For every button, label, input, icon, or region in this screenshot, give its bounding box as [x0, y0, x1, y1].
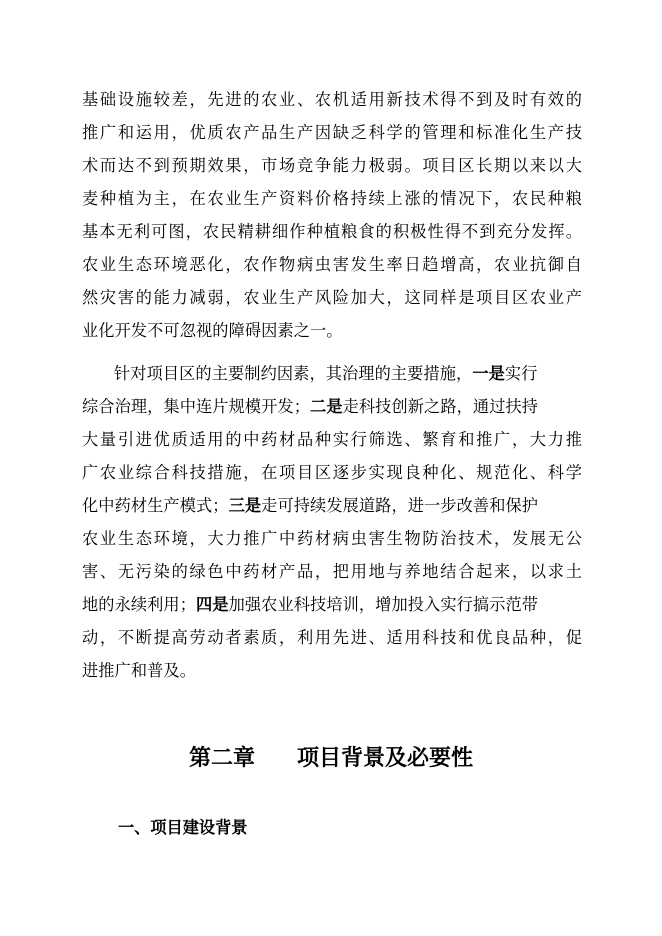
text-run: 实行	[504, 364, 538, 383]
paragraph-line	[114, 359, 582, 389]
chapter-heading	[0, 738, 662, 778]
emphasis-text: 一是	[472, 364, 505, 383]
paragraph-line	[82, 491, 582, 521]
text-run: 加强农业科技培训，增加投入实行搞示范带	[228, 595, 539, 614]
text-run: 针对项目区的主要制约因素，其治理的主要措施，	[114, 364, 473, 383]
paragraph-line: 农业生态环境恶化，农作物病虫害发生率日趋增高，农业抗御自	[82, 255, 582, 274]
paragraph-line: 动，不断提高劳动者素质，利用先进、适用科技和优良品种，促	[82, 628, 582, 647]
text-run: 走科技创新之路，通过扶持	[342, 397, 539, 416]
paragraph-line	[82, 590, 582, 620]
paragraph-line: 进推广和普及。	[82, 661, 197, 680]
paragraph-line: 农业生态环境，大力推广中药材病虫害生物防治技术，发展无公	[82, 529, 582, 548]
paragraph-line: 术而达不到预期效果，市场竞争能力极弱。项目区长期以来以大	[82, 156, 582, 175]
paragraph-line: 推广和运用，优质农产品生产因缺乏科学的管理和标准化生产技	[82, 123, 582, 142]
text-run: 化中药材生产模式；	[82, 496, 229, 515]
text-run: 综合治理，集中连片规模开发；	[82, 397, 311, 416]
paragraph-line: 麦种植为主，在农业生产资料价格持续上涨的情况下，农民种粮	[82, 189, 582, 208]
paragraph-line: 基础设施较差，先进的农业、农机适用新技术得不到及时有效的	[82, 90, 582, 109]
chapter-number: 第二章	[188, 745, 255, 771]
paragraph-line	[82, 392, 582, 422]
paragraph-line: 大量引进优质适用的中药材品种实行筛选、繁育和推广，大力推	[82, 430, 582, 449]
paragraph-line: 基本无利可图，农民精耕细作种植粮食的积极性得不到充分发挥。	[82, 222, 582, 241]
paragraph-line: 害、无污染的绿色中药材产品，把用地与养地结合起来，以求土	[82, 562, 582, 581]
paragraph-line: 然灾害的能力减弱，农业生产风险加大，这同样是项目区农业产	[82, 288, 582, 307]
emphasis-text: 二是	[310, 397, 343, 416]
paragraph-line: 业化开发不可忽视的障碍因素之一。	[82, 321, 343, 340]
emphasis-text: 四是	[196, 595, 229, 614]
section-heading: 一、项目建设背景	[118, 818, 248, 837]
paragraph-line: 广农业综合科技措施，在项目区逐步实现良种化、规范化、科学	[82, 463, 582, 482]
emphasis-text: 三是	[228, 496, 262, 515]
text-run: 地的永续利用；	[82, 595, 197, 614]
chapter-title: 项目背景及必要性	[297, 745, 474, 771]
text-run: 走可持续发展道路，进一步改善和保护	[261, 496, 539, 515]
